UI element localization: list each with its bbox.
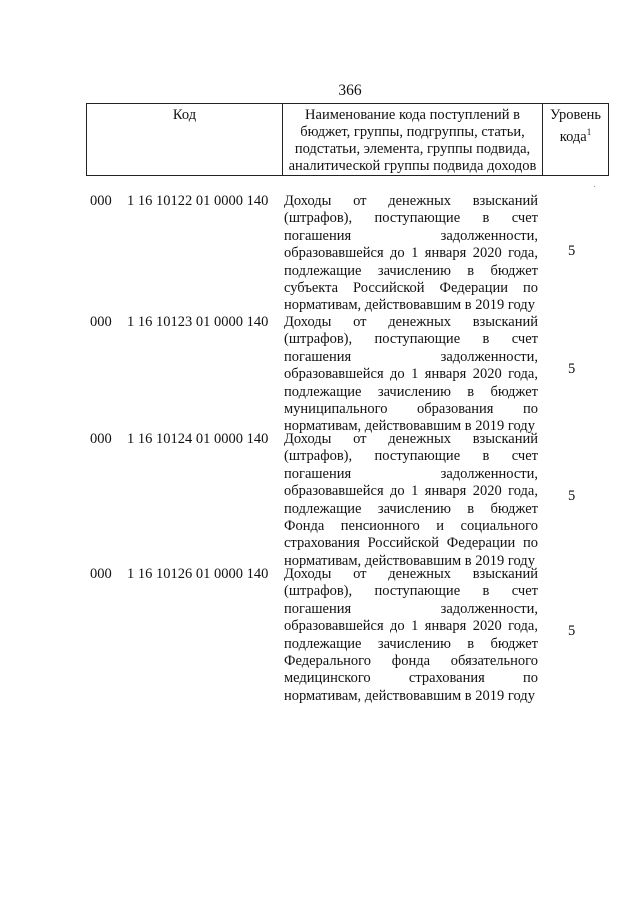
scan-speck bbox=[594, 186, 595, 187]
header-name-cell bbox=[283, 104, 543, 175]
revenue-name-line: (штрафов), поступающие в счет bbox=[284, 448, 538, 465]
revenue-name-line: Фонда пенсионного и социального bbox=[284, 517, 538, 534]
revenue-name-line: погашения задолженности, bbox=[284, 348, 538, 365]
code-level: 5 bbox=[568, 623, 576, 639]
revenue-name-line: подлежащие зачислению в бюджет bbox=[284, 262, 538, 279]
revenue-name-line: образовавшейся до 1 января 2020 года, bbox=[284, 483, 538, 500]
revenue-name-line: (штрафов), поступающие в счет bbox=[284, 331, 538, 348]
revenue-name-line: образовавшейся до 1 января 2020 года, bbox=[284, 245, 538, 262]
revenue-name-line: погашения задолженности, bbox=[284, 227, 538, 244]
revenue-name-line: нормативам, действовавшим в 2019 году bbox=[284, 418, 535, 435]
table-header bbox=[86, 103, 609, 176]
revenue-name bbox=[284, 431, 538, 570]
code-level: 5 bbox=[568, 243, 576, 259]
revenue-code: 1 16 10123 01 0000 140 bbox=[127, 314, 269, 330]
revenue-name-line: образовавшейся до 1 января 2020 года, bbox=[284, 366, 538, 383]
revenue-code: 1 16 10122 01 0000 140 bbox=[127, 193, 269, 209]
revenue-name-line: медицинского страхования по bbox=[284, 670, 538, 687]
revenue-name-line: нормативам, действовавшим в 2019 году bbox=[284, 687, 535, 704]
revenue-name bbox=[284, 193, 538, 315]
revenue-name-line: образовавшейся до 1 января 2020 года, bbox=[284, 618, 538, 635]
header-level-code: кода bbox=[559, 128, 587, 145]
header-code-cell bbox=[87, 104, 283, 175]
revenue-name-line: погашения задолженности, bbox=[284, 465, 538, 482]
admin-code: 000 bbox=[90, 314, 112, 330]
header-name-line: подстатьи, элемента, группы подвида, bbox=[294, 141, 531, 157]
revenue-name-line: Доходы от денежных взысканий bbox=[284, 431, 538, 447]
revenue-code: 1 16 10124 01 0000 140 bbox=[127, 431, 269, 447]
admin-code: 000 bbox=[90, 193, 112, 209]
header-name-line: Наименование кода поступлений в bbox=[305, 107, 520, 123]
revenue-name-line: субъекта Российской Федерации по bbox=[284, 279, 538, 296]
revenue-name-line: муниципального образования по bbox=[284, 400, 538, 417]
revenue-name bbox=[284, 566, 538, 705]
revenue-name-line: погашения задолженности, bbox=[284, 600, 538, 617]
footnote-marker: 1 bbox=[586, 127, 592, 137]
header-code-label: Код bbox=[172, 107, 197, 123]
revenue-code: 1 16 10126 01 0000 140 bbox=[127, 566, 269, 582]
admin-code: 000 bbox=[90, 566, 112, 582]
admin-code: 000 bbox=[90, 431, 112, 447]
header-level-line bbox=[543, 124, 608, 146]
code-level: 5 bbox=[568, 361, 576, 377]
revenue-name-line: подлежащие зачислению в бюджет bbox=[284, 383, 538, 400]
revenue-name-line: Доходы от денежных взысканий bbox=[284, 193, 538, 209]
revenue-name-line: нормативам, действовавшим в 2019 году bbox=[284, 552, 535, 569]
code-level: 5 bbox=[568, 488, 576, 504]
revenue-name-line: Федерального фонда обязательного bbox=[284, 652, 538, 669]
header-level-cell bbox=[543, 104, 608, 175]
revenue-name-line: Доходы от денежных взысканий bbox=[284, 314, 538, 330]
revenue-name-line: подлежащие зачислению в бюджет bbox=[284, 635, 538, 652]
page-number: 366 bbox=[338, 82, 362, 99]
header-name-line: бюджет, группы, подгруппы, статьи, bbox=[300, 124, 525, 140]
revenue-name-line: (штрафов), поступающие в счет bbox=[284, 210, 538, 227]
revenue-name-line: (штрафов), поступающие в счет bbox=[284, 583, 538, 600]
header-level-line: Уровень bbox=[549, 107, 602, 123]
revenue-name-line: нормативам, действовавшим в 2019 году bbox=[284, 297, 535, 314]
revenue-name-line: Доходы от денежных взысканий bbox=[284, 566, 538, 582]
revenue-name bbox=[284, 314, 538, 436]
revenue-name-line: страхования Российской Федерации по bbox=[284, 535, 538, 552]
revenue-name-line: подлежащие зачислению в бюджет bbox=[284, 500, 538, 517]
header-name-line: аналитической группы подвида доходов bbox=[288, 158, 537, 174]
